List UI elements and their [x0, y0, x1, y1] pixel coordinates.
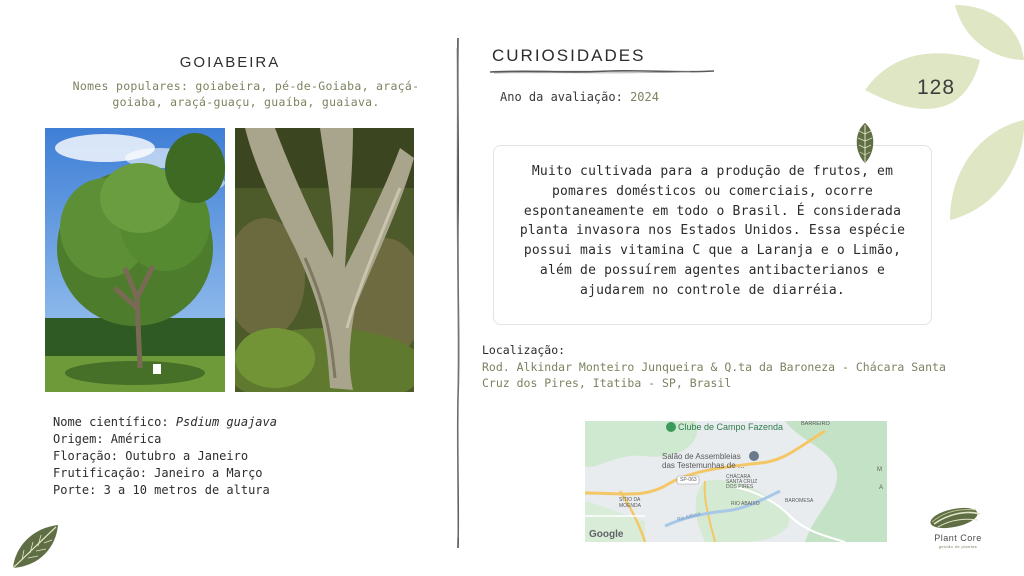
location-map[interactable]	[585, 421, 887, 542]
page-number: 128	[916, 76, 956, 99]
fact-fruiting: Frutificação: Janeiro a Março	[53, 466, 263, 480]
small-leaf-icon	[852, 122, 878, 164]
map-label-sitio-2: MOENDA	[619, 503, 641, 509]
map-label-chacara-2: SANTA CRUZ	[726, 479, 758, 485]
fact-origin: Origem: América	[53, 432, 162, 446]
evaluation-year	[500, 90, 659, 104]
page-divider	[452, 38, 464, 548]
map-label-sitio	[619, 497, 641, 509]
evaluation-year-label: Ano da avaliação:	[500, 90, 623, 104]
curiosities-title: CURIOSIDADES	[492, 46, 646, 65]
curiosities-text: Muito cultivada para a produção de frutos, em pomares domésticos ou comerciais, ocorre espontaneamente em todo o Brasil. É considerada planta invasora nos Estados Unidos. Essa espécie possui mais vitamina C que a Laranja e o Limão, além de possuírem agentes antibacterianos e ajudarem no controle de diarréia.	[519, 164, 906, 298]
leaves-decoration-icon	[860, 0, 1024, 230]
title-underline	[490, 68, 714, 76]
map-label-chacara-3: DOS PIRES	[726, 484, 754, 490]
map-label-chacara-1: CHÁCARA	[726, 474, 751, 480]
plant-core-logo-icon	[918, 500, 998, 560]
map-label-club: Clube de Campo Fazenda	[678, 422, 784, 432]
map-label-rio-abaixo: RIO ABAIXO	[731, 501, 760, 507]
map-label-road: SP-063	[680, 477, 697, 483]
fact-size: Porte: 3 a 10 metros de altura	[53, 483, 270, 497]
scientific-name-label: Nome científico:	[53, 415, 169, 429]
map-label-river: Rio Atibaia	[676, 511, 702, 523]
map-label-hall-2: das Testemunhas de ...	[662, 461, 745, 470]
leaf-icon	[10, 522, 60, 570]
fact-scientific-name	[53, 414, 433, 431]
trunk-photo	[235, 128, 414, 392]
google-logo: Google	[589, 529, 624, 540]
location-address: Rod. Alkindar Monteiro Junqueira & Q.ta da Baroneza - Chácara Santa Cruz dos Pires, Itatiba - SP, Brasil	[482, 360, 946, 390]
map-label-edge: M	[877, 467, 882, 473]
map-label-barreiro: BARREIRO	[801, 421, 830, 427]
fact-flowering: Floração: Outubro a Janeiro	[53, 449, 249, 463]
map-label-hall-1: Salão de Assembleias	[662, 452, 741, 461]
popular-names: Nomes populares: goiabeira, pé-de-Goiaba, araçá-goiaba, araçá-guaçu, guaíba, guaiava.	[72, 79, 420, 109]
brand-name: Plant Core	[934, 533, 982, 543]
scientific-name-value: Psdium guajava	[175, 415, 277, 429]
tree-photo	[45, 128, 225, 392]
brand-tagline: gestão de plantas	[938, 544, 978, 549]
location-label: Localização:	[482, 343, 566, 357]
evaluation-year-value: 2024	[630, 90, 659, 104]
plant-title: GOIABEIRA	[179, 54, 281, 71]
plant-facts	[53, 414, 433, 499]
map-label-chacara	[726, 475, 757, 490]
map-label-baromesa: BAROMESA	[785, 498, 814, 504]
map-label-sitio-1: SÍTIO DA	[619, 497, 641, 503]
map-label-edge-2: A	[879, 485, 884, 491]
